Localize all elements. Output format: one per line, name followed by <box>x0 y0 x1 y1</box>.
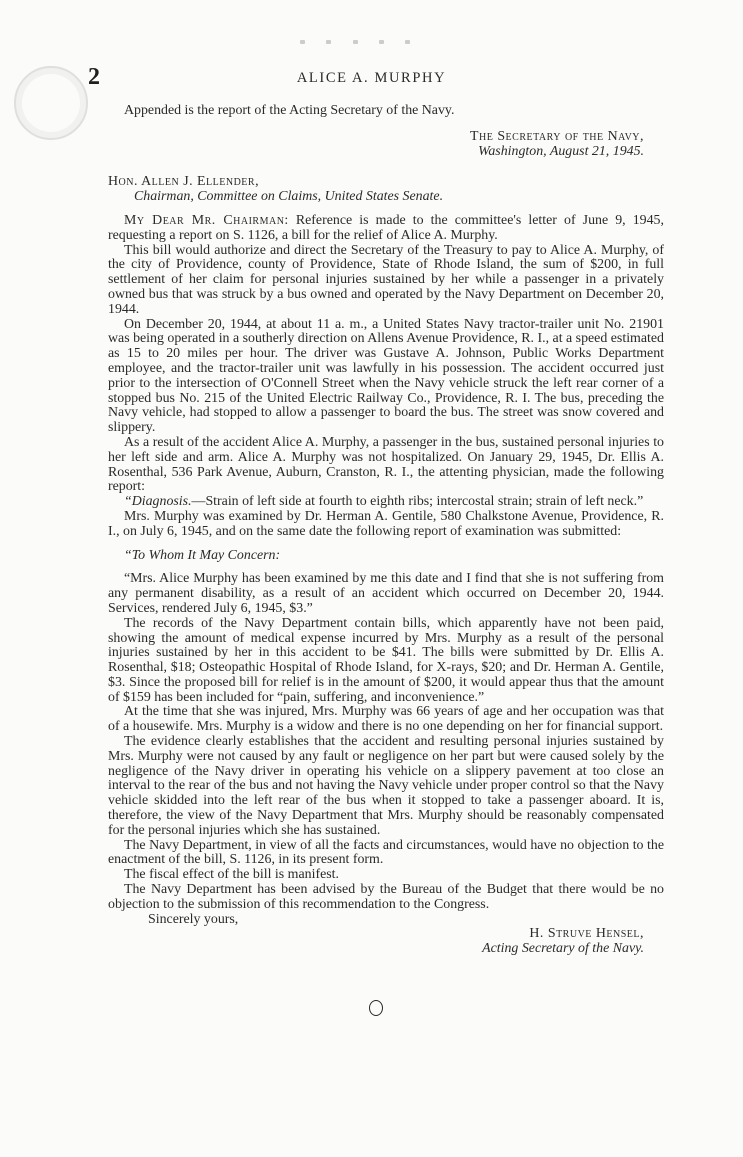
signer-name: H. Struve Hensel, <box>529 926 644 942</box>
running-head: ALICE A. MURPHY <box>296 70 447 86</box>
intro-paragraph: Appended is the report of the Acting Secretary of the Navy. <box>124 103 455 118</box>
salutation: My Dear Mr. Chairman: <box>124 212 289 228</box>
diagnosis-text: —Strain of left side at fourth to eighth ribs; intercostal strain; strain of left neck.” <box>191 494 644 510</box>
closing: Sincerely yours, <box>148 911 239 927</box>
paragraph-4: As a result of the accident Alice A. Murphy, a passenger in the bus, sustained personal injuries to her left side and arm. Alice A. Murphy was not hospitalized. On January 29, 1945, Dr. Ellis A. Rosenthal, 536 Park Avenue, Auburn, Cranston, R. I., the attenting physician, made the following report: <box>108 434 664 495</box>
paragraph-5 <box>108 495 664 510</box>
paragraph-12: The Navy Department, in view of all the facts and circumstances, would have no objection to the enactment of the bill, S. 1126, in its present form. <box>108 837 664 868</box>
paragraph-3: On December 20, 1944, at about 11 a. m., a United States Navy tractor-trailer unit No. 21901 was being operated in a southerly direction on Allens Avenue Providence, R. I., at a speed estimated as 15 to 20 miles per hour. The driver was Gustave A. Johnson, Public Works Department employee, and the tractor-trailer unit was lawfully in his possession. The accident occurred just prior to the intersection of O'Connell Street when the Navy vehicle struck the left rear corner of a stopped bus No. 215 of the United Electric Railway Co., Providence, R. I. The bus, preceding the Navy vehicle, had stopped to allow a passenger to board the bus. The street was snow covered and slippery. <box>108 316 664 436</box>
addressee-title: Chairman, Committee on Claims, United States Senate. <box>134 189 444 205</box>
paragraph-8: “Mrs. Alice Murphy has been examined by me this date and I find that she is not suffering from any permanent disability, as a result of an accident which occurred on December 20, 1944. Services, rendered July 6, 1945, $3.” <box>108 571 664 616</box>
paragraph-1-text: Reference is made to the committee's letter of June 9, 1945, requesting a report on S. 1126, a bill for the relief of Alice A. Murphy. <box>108 212 664 243</box>
paragraph-7: “To Whom It May Concern: <box>124 547 281 563</box>
paragraph-14: The Navy Department has been advised by the Bureau of the Budget that there would be no objection to the submission of this recommendation to the Congress. <box>108 882 664 912</box>
sender-line: The Secretary of the Navy, <box>470 128 644 144</box>
page-number: 2 <box>88 64 100 90</box>
signer-title: Acting Secretary of the Navy. <box>482 941 644 957</box>
paragraph-10: At the time that she was injured, Mrs. Murphy was 66 years of age and her occupation was that of a housewife. Mrs. Murphy is a widow and there is no one depending on her for financial support. <box>108 704 664 735</box>
print-artifact-dots <box>300 40 410 46</box>
paragraph-11: The evidence clearly establishes that the accident and resulting personal injuries sustained by Mrs. Murphy were not caused by any fault or negligence on her part but were caused solely by the negligence of the Navy driver in operating his vehicle on a slippery pavement at too close an interval to the rear of the bus and not having the Navy vehicle under proper control so that the Navy vehicle skidded into the left rear of the bus when it stopped to take a passenger aboard. It is, therefore, the view of the Navy Department that Mrs. Murphy should be reasonably compensated for the personal injuries which she has sustained. <box>108 734 664 838</box>
paragraph-2: This bill would authorize and direct the Secretary of the Treasury to pay to Alice A. Murphy, of the city of Providence, county of Providence, State of Rhode Island, the sum of $200, in full settlement of her claim for personal injuries sustained by her while a passenger in a privately owned bus that was struck by a bus owned and operated by the Navy Department on December 20, 1944. <box>108 242 664 317</box>
paragraph-1 <box>108 214 664 244</box>
addressee-name: Hon. Allen J. Ellender, <box>108 174 260 190</box>
paragraph-13: The fiscal effect of the bill is manifest. <box>124 867 339 883</box>
diagnosis-label: “Diagnosis. <box>124 494 192 510</box>
end-mark <box>369 1000 383 1016</box>
place-date-line: Washington, August 21, 1945. <box>478 143 644 159</box>
paragraph-9: The records of the Navy Department contain bills, which apparently have not been paid, showing the amount of medical expense incurred by Mrs. Murphy as a result of the personal injuries sustained by her in this accident to be $41. The bills were submitted by Dr. Ellis A. Rosenthal, $18; Osteopathic Hospital of Rhode Island, for X-rays, $20; and Dr. Herman A. Gentile, $3. Since the proposed bill for relief is in the amount of $200, it would appear thus that the amount of $159 has been included for “pain, suffering, and inconvenience.” <box>108 615 664 705</box>
paragraph-6: Mrs. Murphy was examined by Dr. Herman A. Gentile, 580 Chalkstone Avenue, Providence, R. I., on July 6, 1945, and on the same date the following report of examination was submitted: <box>108 508 664 539</box>
letter-body <box>108 104 664 957</box>
